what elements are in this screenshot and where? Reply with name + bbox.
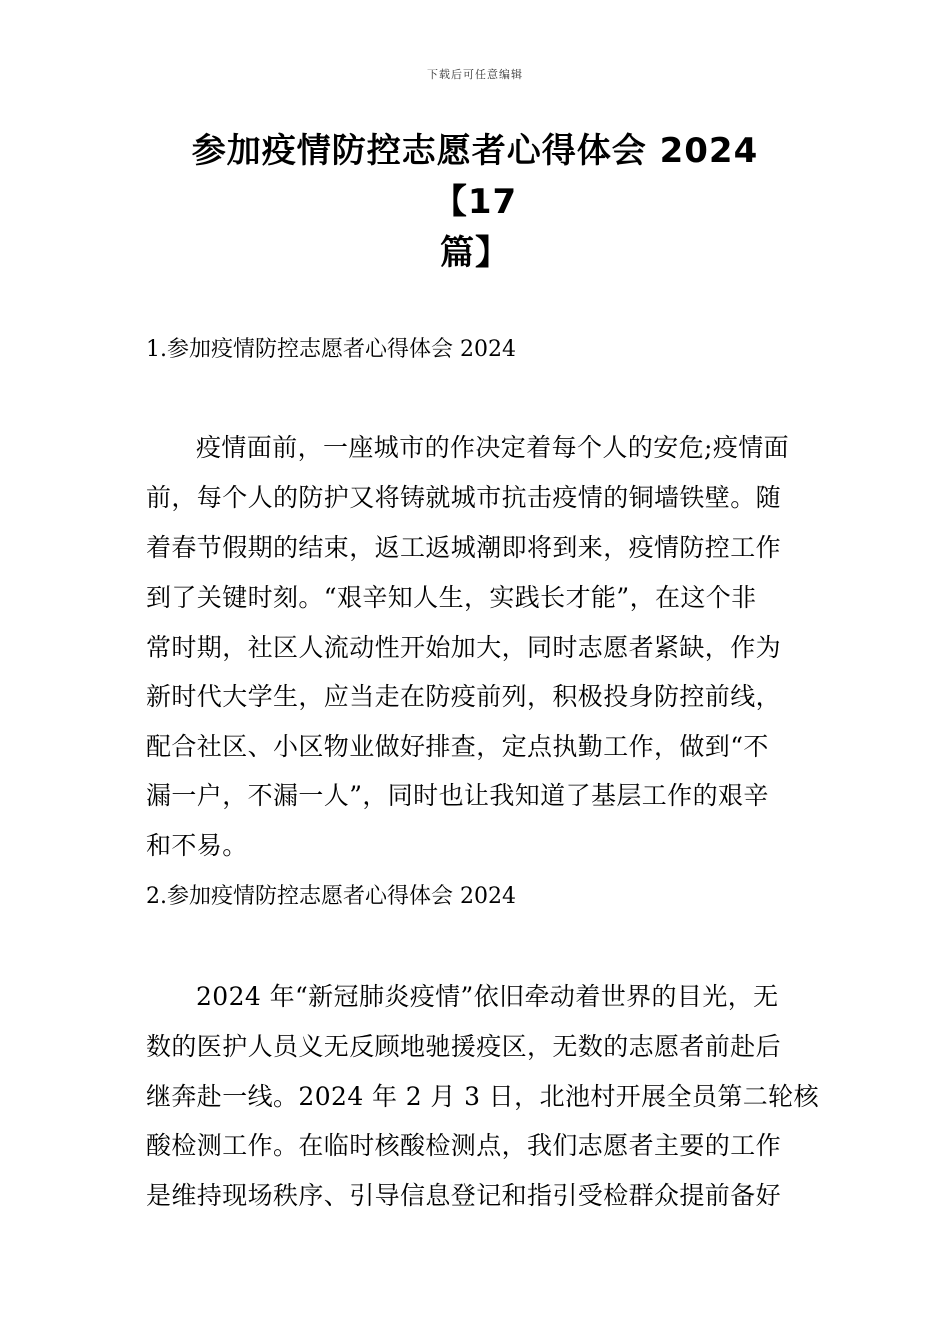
title-line-1: 参加疫情防控志愿者心得体会 2024【17 [191, 131, 759, 222]
paragraph-line: 常时期，社区人流动性开始加大，同时志愿者紧缺，作为 [146, 633, 782, 662]
paragraph-line: 继奔赴一线。2024 年 2 月 3 日，北池村开展全员第二轮核 [146, 1082, 819, 1111]
paragraph-line: 到了关键时刻。“艰辛知人生，实践长才能”，在这个非 [146, 583, 757, 612]
paragraph-line: 配合社区、小区物业做好排查，定点执勤工作，做到“不 [146, 732, 769, 761]
title-line-2: 篇】 [440, 233, 510, 273]
paragraph-line: 疫情面前，一座城市的作决定着每个人的安危;疫情面 [196, 433, 790, 462]
paragraph-line: 漏一户，不漏一人”，同时也让我知道了基层工作的艰辛 [146, 781, 769, 810]
paragraph-line: 酸检测工作。在临时核酸检测点，我们志愿者主要的工作 [146, 1131, 782, 1160]
paragraph-line: 2024 年“新冠肺炎疫情”依旧牵动着世界的目光，无 [196, 982, 779, 1011]
paragraph-line: 新时代大学生，应当走在防疫前列，积极投身防控前线， [146, 682, 782, 711]
paragraph-line: 是维持现场秩序、引导信息登记和指引受检群众提前备好 [146, 1181, 782, 1210]
section-heading-2: 2.参加疫情防控志愿者心得体会 2024 [146, 884, 516, 909]
header-note: 下载后可任意编辑 [427, 68, 523, 81]
document-title [150, 126, 800, 279]
paragraph-line: 着春节假期的结束，返工返城潮即将到来，疫情防控工作 [146, 533, 782, 562]
paragraph-line: 数的医护人员义无反顾地驰援疫区，无数的志愿者前赴后 [146, 1032, 782, 1061]
paragraph-line: 前，每个人的防护又将铸就城市抗击疫情的铜墙铁壁。随 [146, 483, 782, 512]
section-heading-1: 1.参加疫情防控志愿者心得体会 2024 [146, 337, 516, 362]
paragraph-line: 和不易。 [146, 831, 248, 860]
